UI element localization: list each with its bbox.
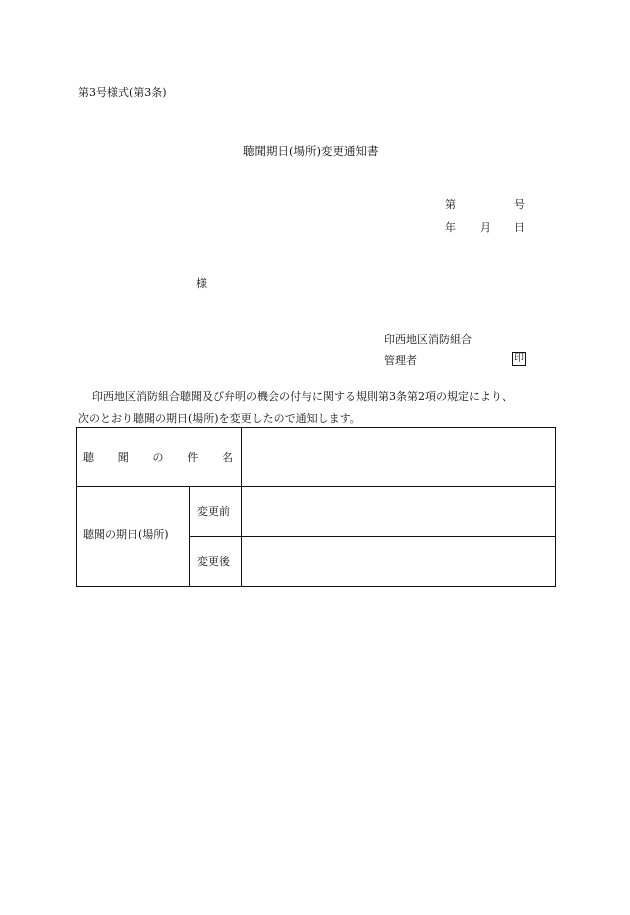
body-text-line-2: 次のとおり聴聞の期日(場所)を変更したので通知します。 xyxy=(78,412,361,425)
doc-number-prefix: 第 xyxy=(445,198,456,211)
date-place-label: 聴聞の期日(場所) xyxy=(83,528,169,541)
addressee-honorific: 様 xyxy=(196,277,207,290)
subject-label-char: 聞 xyxy=(117,451,129,464)
sender-organization: 印西地区消防組合 xyxy=(384,333,472,346)
document-title: 聴聞期日(場所)変更通知書 xyxy=(243,144,379,158)
date-year-label: 年 xyxy=(445,221,456,234)
table-divider-subject-row xyxy=(77,486,555,487)
body-text-line-1: 印西地区消防組合聴聞及び弁明の機会の付与に関する規則第3条第2項の規定により、 xyxy=(92,390,513,403)
doc-number-suffix: 号 xyxy=(514,198,525,211)
notice-table xyxy=(76,427,556,587)
sender-role: 管理者 xyxy=(384,354,417,367)
after-change-label: 変更後 xyxy=(197,555,230,568)
date-day-label: 日 xyxy=(514,221,525,234)
form-number: 第3号様式(第3条) xyxy=(78,86,167,99)
table-divider-before-after xyxy=(189,536,555,537)
subject-label-char: 名 xyxy=(222,451,233,464)
subject-label-char: の xyxy=(152,451,164,464)
table-divider-label-value xyxy=(241,428,242,586)
subject-label-char: 聴 xyxy=(83,451,94,464)
date-month-label: 月 xyxy=(480,221,491,234)
subject-label xyxy=(83,452,233,463)
subject-label-char: 件 xyxy=(187,451,199,464)
seal-stamp: 印 xyxy=(514,353,524,364)
before-change-label: 変更前 xyxy=(197,505,230,518)
